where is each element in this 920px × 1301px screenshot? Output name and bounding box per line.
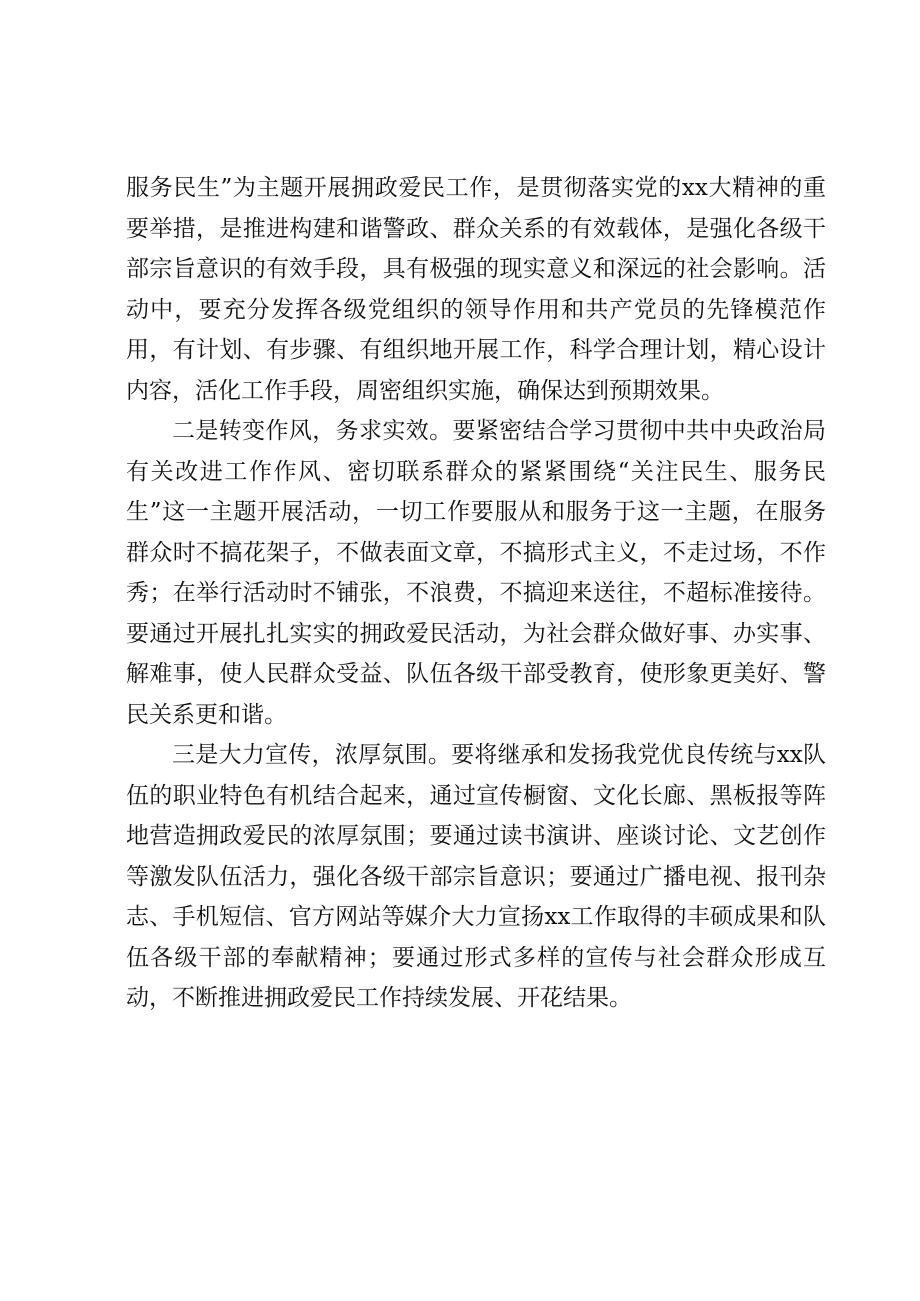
document-body	[126, 168, 826, 1019]
paragraph-point-three: 三是大力宣传，浓厚氛围。要将继承和发扬我党优良传统与xx队伍的职业特色有机结合起来，通过宣传橱窗、文化长廊、黑板报等阵地营造拥政爱民的浓厚氛围；要通过读书演讲、座谈讨论、文艺创作等激发队伍活力，强化各级干部宗旨意识；要通过广播电视、报刊杂志、手机短信、官方网站等媒介大力宣扬xx工作取得的丰硕成果和队伍各级干部的奉献精神；要通过形式多样的宣传与社会群众形成互动，不断推进拥政爱民工作持续发展、开花结果。	[126, 742, 826, 1011]
paragraph-continuation: 服务民生”为主题开展拥政爱民工作，是贯彻落实党的xx大精神的重要举措，是推进构建和谐警政、群众关系的有效载体，是强化各级干部宗旨意识的有效手段，具有极强的现实意义和深远的社会影响。活动中，要充分发挥各级党组织的领导作用和共产党员的先锋模范作用，有计划、有步骤、有组织地开展工作，科学合理计划，精心设计内容，活化工作手段，周密组织实施，确保达到预期效果。	[126, 175, 826, 404]
paragraph-point-two: 二是转变作风，务求实效。要紧密结合学习贯彻中共中央政治局有关改进工作作风、密切联系群众的紧紧围绕“关注民生、服务民生”这一主题开展活动，一切工作要服从和服务于这一主题，在服务群众时不搞花架子，不做表面文章，不搞形式主义，不走过场，不作秀；在举行活动时不铺张，不浪费，不搞迎来送往，不超标准接待。要通过开展扎扎实实的拥政爱民活动，为社会群众做好事、办实事、解难事，使人民群众受益、队伍各级干部受教育，使形象更美好、警民关系更和谐。	[126, 418, 826, 728]
